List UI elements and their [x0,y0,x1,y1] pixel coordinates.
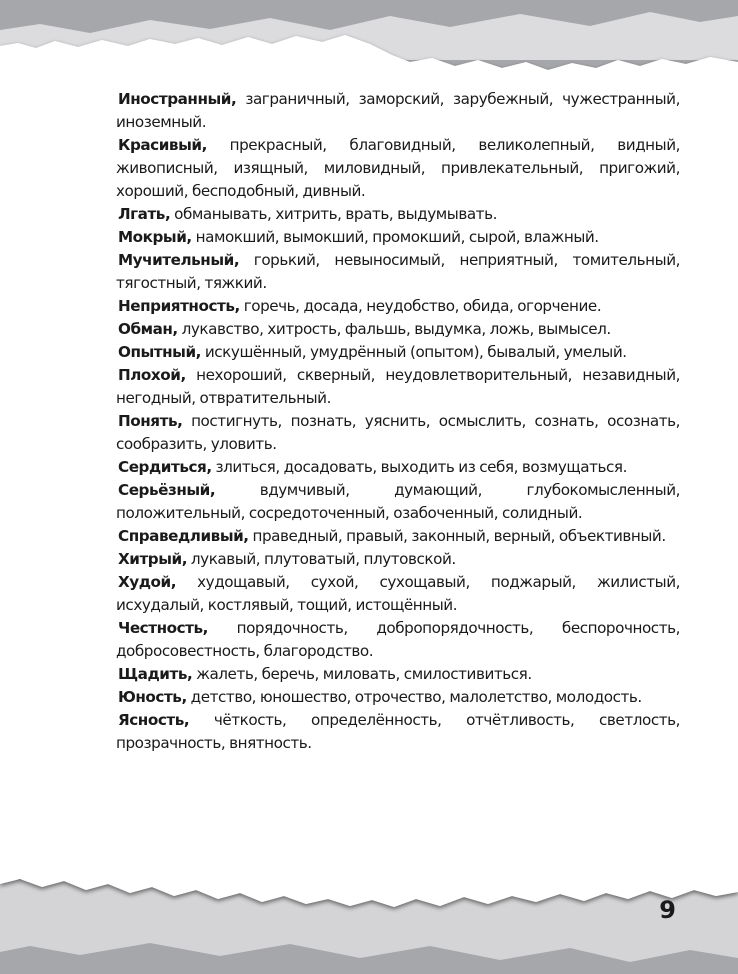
entry-synonyms: детство, юношество, отрочество, малолетство, молодость. [186,688,642,706]
entry-headword: Справедливый, [118,527,249,545]
entry-synonyms: искушённый, умудрённый (опытом), бывалый, умелый. [200,343,627,361]
entry-synonyms: порядочность, добропорядочность, беспорочность, добросовестность, благородство. [116,619,680,660]
entry-synonyms: заграничный, заморский, зарубежный, чужестранный, иноземный. [116,90,680,131]
entry-synonyms: лукавый, плутоватый, плутовской. [187,550,456,568]
synonym-entry [116,203,680,226]
entry-headword: Мокрый, [118,228,192,246]
entry-synonyms: горький, невыносимый, неприятный, томительный, тягостный, тяжкий. [116,251,680,292]
synonym-entry [116,479,680,525]
synonym-entry [116,456,680,479]
entry-synonyms: прекрасный, благовидный, великолепный, видный, живописный, изящный, миловидный, привлекательный, пригожий, хороший, бесподобный, дивный. [116,136,680,200]
entry-synonyms: обманывать, хитрить, врать, выдумывать. [170,205,497,223]
entry-headword: Хитрый, [118,550,188,568]
entry-synonyms: лукавство, хитрость, фальшь, выдумка, ложь, вымысел. [177,320,611,338]
entry-synonyms: чёткость, определённость, отчётливость, светлость, прозрачность, внятность. [116,711,680,752]
synonym-entry [116,364,680,410]
synonym-entry [116,134,680,203]
entry-synonyms: худощавый, сухой, сухощавый, поджарый, жилистый, исхудалый, костлявый, тощий, истощённый. [116,573,680,614]
entry-headword: Плохой, [118,366,186,384]
entry-synonyms: праведный, правый, законный, верный, объективный. [248,527,666,545]
entry-headword: Серьёзный, [118,481,216,499]
synonym-entry [116,249,680,295]
synonym-entry [116,410,680,456]
synonym-entry [116,341,680,364]
entry-headword: Мучительный, [118,251,240,269]
page-number: 9 [659,896,676,924]
synonym-entry [116,686,680,709]
synonym-entry [116,571,680,617]
entry-headword: Щадить, [118,665,193,683]
entry-headword: Иностранный, [118,90,237,108]
synonym-entry [116,617,680,663]
entry-headword: Неприятность, [118,297,240,315]
entry-synonyms: жалеть, беречь, миловать, смилостивиться. [192,665,532,683]
entry-synonyms: злиться, досадовать, выходить из себя, возмущаться. [211,458,627,476]
synonym-entry [116,548,680,571]
entry-synonyms: постигнуть, познать, уяснить, осмыслить, сознать, осознать, сообразить, уловить. [116,412,680,453]
synonym-entry [116,318,680,341]
entry-headword: Ясность, [118,711,190,729]
entry-headword: Сердиться, [118,458,212,476]
entry-headword: Опытный, [118,343,201,361]
entry-synonyms: намокший, вымокший, промокший, сырой, влажный. [191,228,599,246]
synonym-entry [116,525,680,548]
synonym-entry [116,709,680,755]
synonym-entry [116,295,680,318]
synonym-entry [116,88,680,134]
synonym-entry [116,226,680,249]
entry-synonyms: нехороший, скверный, неудовлетворительный, незавидный, негодный, отвратительный. [116,366,680,407]
entry-headword: Лгать, [118,205,171,223]
entry-headword: Юность, [118,688,187,706]
entry-headword: Понять, [118,412,183,430]
entry-headword: Обман, [118,320,178,338]
entry-synonyms: вдумчивый, думающий, глубокомысленный, положительный, сосредоточенный, озабоченный, солидный. [116,481,680,522]
entry-headword: Красивый, [118,136,207,154]
entry-headword: Худой, [118,573,177,591]
entry-synonyms: горечь, досада, неудобство, обида, огорчение. [239,297,602,315]
entry-headword: Честность, [118,619,208,637]
synonym-entry [116,663,680,686]
synonym-list [116,88,680,755]
